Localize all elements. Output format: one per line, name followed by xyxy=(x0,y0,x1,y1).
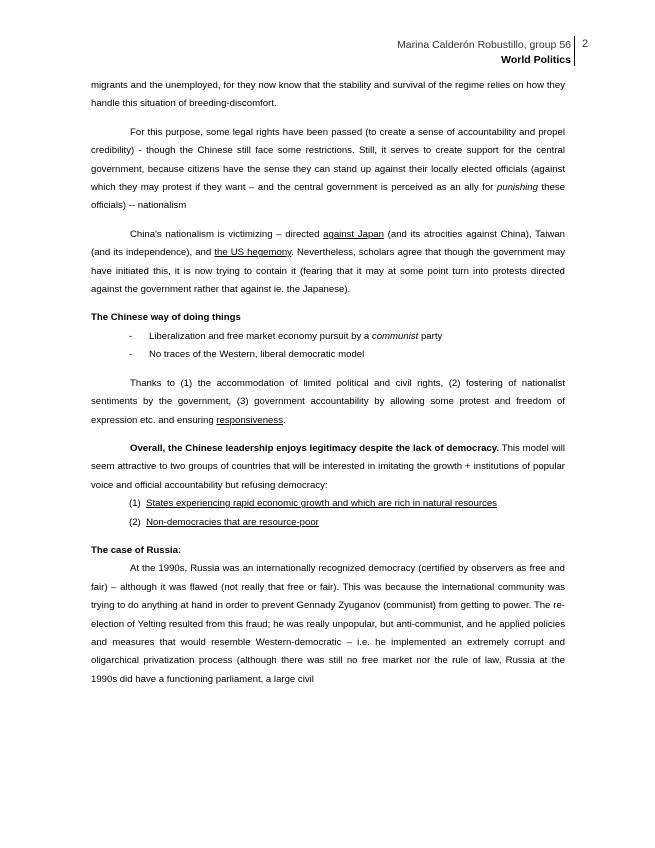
course-title: World Politics xyxy=(501,54,571,66)
author-line: Marina Calderón Robustillo, group 56 xyxy=(397,39,571,51)
list-item xyxy=(91,495,565,513)
underlined-us-hegemony: the US hegemony xyxy=(214,247,292,259)
paragraph-4-end: . xyxy=(283,414,286,426)
bullet-list xyxy=(91,328,565,365)
paragraph-russia: At the 1990s, Russia was an internationally recognized democracy (certified by observers as free and fair) – although it was flawed (not really that free or fair). This was because the international community was trying to do anything at hand in order to prevent Gennady Zyuganov (communist) from getting to power. The re-election of Yelting resulted from this fraud; he was really unpopular, but anti-communist, and he applied policies and measures that would resemble Western-democratic – i.e. he implemented an extremely corrupt and oligarchical privatization process (although there was still no free market nor the rule of law, Russia at the 1990s did have a functioning parliament, a large civil xyxy=(91,563,565,685)
numbered-list xyxy=(91,495,565,532)
underlined-responsiveness: responsiveness xyxy=(216,414,283,426)
page-number: 2 xyxy=(574,36,588,66)
document-body xyxy=(91,77,565,689)
paragraph-3-text: China's nationalism is victimizing – directed xyxy=(130,228,324,240)
paragraph-5-text: This model will seem attractive to two groups of countries that will be interested in imitating the growth + institutions of popular voice and official accountability but refusing democracy: xyxy=(91,442,565,491)
bold-summary: Overall, the Chinese leadership enjoys legitimacy despite the lack of democracy. xyxy=(130,442,500,454)
list-item xyxy=(91,514,565,532)
item-number: (2) xyxy=(129,516,141,528)
paragraph-3-text-2: (and its atrocities against China), Taiwan (and its independence), and xyxy=(91,228,565,259)
italic-punishing: punishing xyxy=(496,182,538,194)
item-number: (1) xyxy=(129,498,141,510)
numbered-item-text: States experiencing rapid economic growth and which are rich in natural resources xyxy=(146,498,497,510)
paragraph-2 xyxy=(91,124,565,216)
paragraph-2-text: For this purpose, some legal rights have been passed (to create a sense of accountability and propel credibility) - though the Chinese still face some restrictions. Still, it serves to create support for the central government, because citizens have the sense they can stand up against their locally elected officials (against which they may protest if they want – and the central government is perceived as an ally for xyxy=(91,126,565,194)
underlined-against-japan: against Japan xyxy=(323,228,384,240)
paragraph-5 xyxy=(91,440,565,495)
italic-communist: communist xyxy=(371,330,419,342)
section-heading-chinese-way: The Chinese way of doing things xyxy=(91,312,241,324)
bullet-text: Liberalization and free market economy pursuit by a xyxy=(149,330,372,342)
list-item xyxy=(91,346,565,364)
paragraph-3 xyxy=(91,226,565,300)
bullet-text: No traces of the Western, liberal democratic model xyxy=(149,349,365,361)
numbered-item-text: Non-democracies that are resource-poor xyxy=(146,516,319,528)
paragraph-4-text: Thanks to (1) the accommodation of limited political and civil rights, (2) fostering of nationalist sentiments by the government, (3) government accountability by allowing some protest and freedom of expression etc. and ensuring xyxy=(91,377,565,426)
section-heading-russia: The case of Russia: xyxy=(91,544,182,556)
paragraph-3-text-3: . Nevertheless, scholars agree that though the government may have initiated this, it is now trying to contain it (fearing that it may at some point turn into protests directed against the government rather that against ie. the Japanese). xyxy=(91,247,566,296)
list-item xyxy=(91,328,565,346)
paragraph-2-end: these officials) -- nationalism xyxy=(91,182,565,212)
bullet-text-end: party xyxy=(418,330,443,342)
paragraph-1: migrants and the unemployed, for they now know that the stability and survival of the regime relies on how they handle this situation of breeding-discomfort. xyxy=(91,80,565,110)
bullet-dash: - xyxy=(129,349,133,361)
page-header xyxy=(397,38,571,68)
paragraph-4 xyxy=(91,375,565,430)
bullet-dash: - xyxy=(129,330,133,342)
